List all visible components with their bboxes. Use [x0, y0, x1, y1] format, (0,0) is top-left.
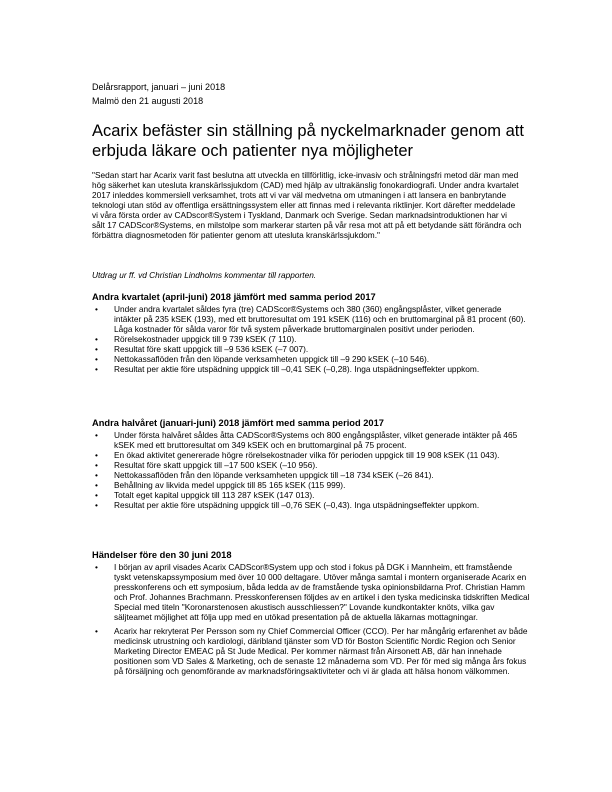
bullet-icon: •: [95, 562, 98, 572]
report-meta: [92, 80, 225, 108]
report-period: Delårsrapport, januari – juni 2018: [92, 82, 226, 92]
list-item: [92, 304, 530, 334]
list-item: [92, 450, 530, 460]
section-heading: Händelser före den 30 juni 2018: [92, 550, 232, 560]
list-item-text: Under första halvåret såldes åtta CADScor®Systems och 800 engångsplåster, vilket generade intäkter på 465 kSEK med ett bruttoresultat om 349 kSEK och en bruttomarginal på 75 procent.: [114, 430, 518, 450]
list-item-text: Nettokassaflöden från den löpande verksamheten uppgick till –18 734 kSEK (–26 841).: [114, 470, 434, 480]
bullet-icon: •: [95, 354, 98, 364]
section-heading: Andra kvartalet (april-juni) 2018 jämfört med samma period 2017: [92, 292, 376, 302]
section-q2-2018: [92, 292, 530, 374]
list-item-text: Rörelsekostnader uppgick till 9 739 kSEK (7 110).: [114, 334, 297, 344]
list-item-text: I början av april visades Acarix CADScor®System upp och stod i fokus på DGK i Mannheim, ett framstående tyskt vetenskapssymposium med över 10 000 deltagare. Utöver många samtal i montern organiserade Acarix en presskonferens och ett symposium, båda ledda av de framstående tyska opinionsbildarna Prof. Christian Hamm och Prof. Johannes Brachmann. Presskonferensen följdes av en artikel i den tyska medicinska tidskriften Medical Special med titeln "Koronarstenosen akustisch ausschliessen?" Lovande kundkontakter knöts, vilka gav säljteamet möjlighet att följa upp med en utökad presentation på de aktuella läkarnas mottagningar.: [114, 562, 530, 622]
list-item: [92, 562, 530, 622]
list-item: [92, 490, 530, 500]
list-item: [92, 460, 530, 470]
bullet-icon: •: [95, 626, 98, 636]
list-item: [92, 480, 530, 490]
quote-attribution: Utdrag ur ff. vd Christian Lindholms kommentar till rapporten.: [92, 270, 317, 280]
list-item-text: Totalt eget kapital uppgick till 113 287 kSEK (147 013).: [114, 490, 315, 500]
bullet-icon: •: [95, 430, 98, 440]
list-item-text: Resultat per aktie före utspädning uppgick till –0,41 SEK (–0,28). Inga utspädningseffekter uppkom.: [114, 364, 480, 374]
list-item-text: Resultat per aktie före utspädning uppgick till –0,76 SEK (–0,43). Inga utspädningseffekter uppkom.: [114, 500, 480, 510]
list-item-text: Nettokassaflöden från den löpande verksamheten uppgick till –9 290 kSEK (–10 546).: [114, 354, 430, 364]
bullet-list: [92, 304, 530, 374]
bullet-list: [92, 562, 530, 676]
bullet-icon: •: [95, 470, 98, 480]
list-item: [92, 344, 530, 354]
bullet-icon: •: [95, 364, 98, 374]
bullet-icon: •: [95, 450, 98, 460]
section-heading: Andra halvåret (januari-juni) 2018 jämfört med samma period 2017: [92, 418, 384, 428]
bullet-list: [92, 430, 530, 510]
bullet-icon: •: [95, 460, 98, 470]
list-item-text: Resultat före skatt uppgick till –9 536 kSEK (–7 007).: [114, 344, 309, 354]
section-events-before-june-30: [92, 550, 530, 680]
bullet-icon: •: [95, 500, 98, 510]
list-item: [92, 470, 530, 480]
list-item-text: Behållning av likvida medel uppgick till 85 165 kSEK (115 999).: [114, 480, 346, 490]
ceo-quote: "Sedan start har Acarix varit fast beslutna att utveckla en tillförlitlig, icke-invasiv och strålningsfri metod där man med hög säkerhet kan utesluta kranskärlssjukdom (CAD) med hjälp av ultrakänslig fonokardiografi. Under andra kvartalet 2017 inleddes kommersiell verksamhet, trots att vi var väl medvetna om utmaningen i att lansera en banbrytande teknologi utan stöd av offentliga ersättningssystem eller att finnas med i relevanta riktlinjer. Kort därefter meddelade vi våra första order av CADscor®System i Tyskland, Danmark och Sverige. Sedan marknadsintroduktionen har vi sålt 17 CADScor®Systems, en milstolpe som markerar starten på vår resa mot att på ett betydande sätt förändra och förbättra diagnosmetoden för patienter genom att utesluta kranskärlssjukdom.": [92, 170, 522, 240]
list-item: [92, 354, 530, 364]
list-item-text: Acarix har rekryterat Per Persson som ny Chief Commercial Officer (CCO). Per har mångårig erfarenhet av både medicinsk utrustning och kardiologi, däribland tjänster som VD för Boston Scientific Nordic Region och Senior Marketing Director EMEAC på St Jude Medical. Per kommer närmast från Airsonett AB, där han innehade positionen som VD Sales & Marketing, och de senaste 12 månaderna som VD. Per för med sig många års fokus på försäljning och genomförande av marknadsföringsaktiviteter och vi är glada att hälsa honom välkommen.: [114, 626, 528, 676]
bullet-icon: •: [95, 334, 98, 344]
bullet-icon: •: [95, 304, 98, 314]
list-item-text: Resultat före skatt uppgick till –17 500 kSEK (–10 956).: [114, 460, 318, 470]
bullet-icon: •: [95, 480, 98, 490]
list-item-text: En ökad aktivitet genererade högre rörelsekostnader vilka för perioden uppgick till 19 908 kSEK (11 043).: [114, 450, 500, 460]
list-item: [92, 364, 530, 374]
place-date: Malmö den 21 augusti 2018: [92, 96, 204, 106]
list-item: [92, 430, 530, 450]
list-item-text: Under andra kvartalet såldes fyra (tre) CADScor®Systems och 380 (360) engångsplåster, vilket generade intäkter på 235 kSEK (193), med ett bruttoresultat om 191 kSEK (116) och en bruttomarginal på 81 procent (60). Låga kostnader för sålda varor för två system påverkade bruttomarginalen positivt under perioden.: [114, 304, 526, 334]
section-h1-2018: [92, 418, 530, 510]
bullet-icon: •: [95, 344, 98, 354]
list-item: [92, 500, 530, 510]
list-item: [92, 334, 530, 344]
bullet-icon: •: [95, 490, 98, 500]
list-item: [92, 626, 530, 676]
press-release-title: Acarix befäster sin ställning på nyckelmarknader genom att erbjuda läkare och patienter nya möjligheter: [92, 122, 524, 160]
